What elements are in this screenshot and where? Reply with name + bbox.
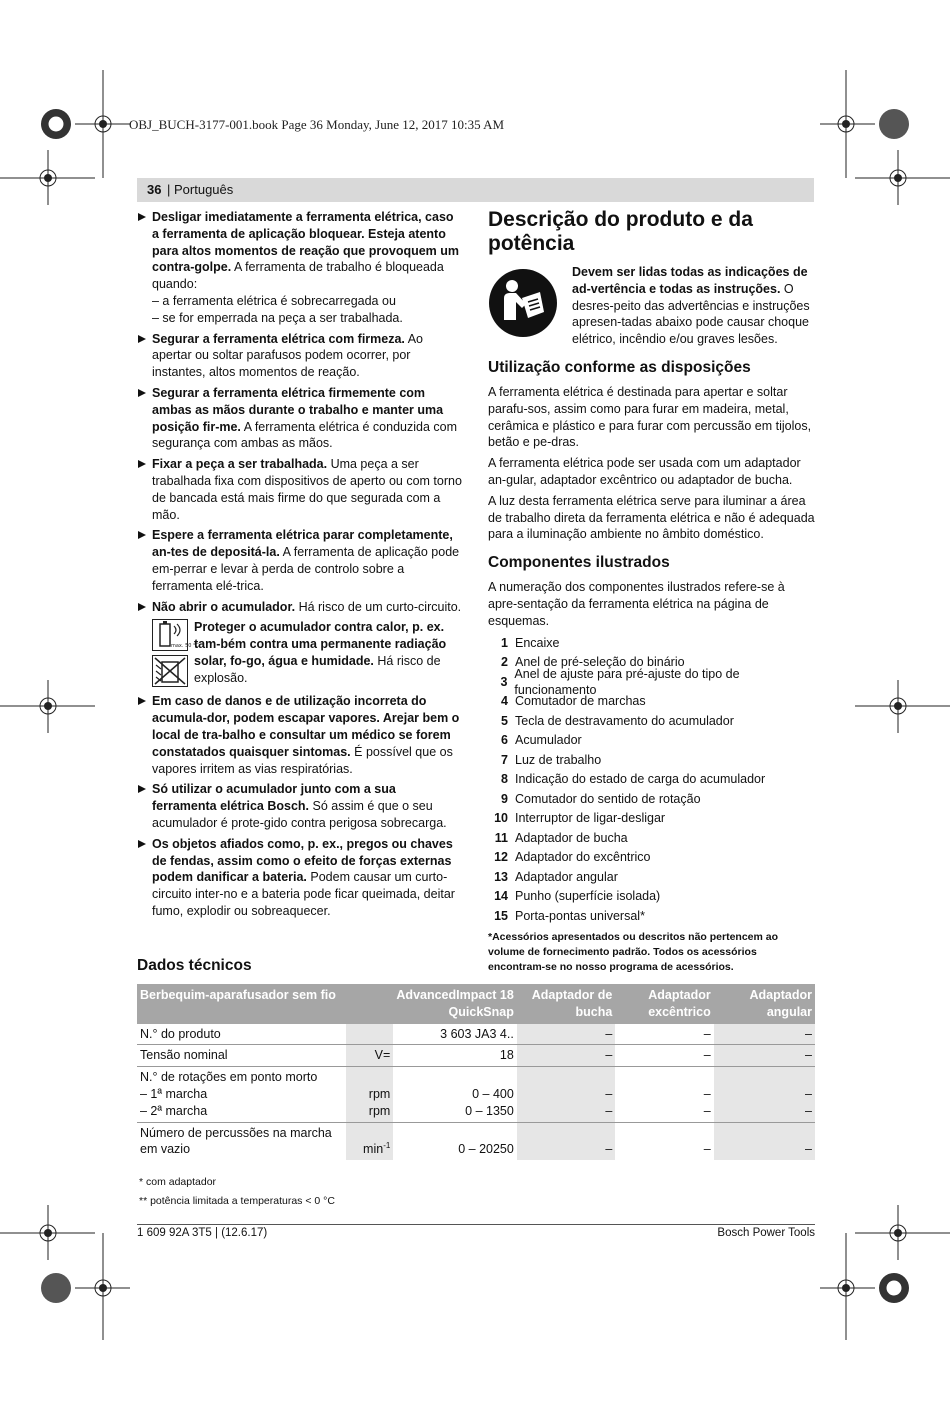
- table-footnote: * com adaptador: [139, 1176, 217, 1188]
- list-item: 2 Anel de pré-seleção do binário: [501, 655, 685, 670]
- warning-item: Espere a ferramenta elétrica parar completamente, an-tes de depositá-la. A ferramenta de aplicação pode em-perrar e levar à perda de controlo sobre a ferramenta elé-trica.: [137, 527, 462, 594]
- bullet-triangle-icon: [138, 531, 146, 539]
- table-footnote: ** potência limitada a temperaturas < 0 °C: [139, 1195, 335, 1207]
- list-item: 12 Adaptador do excêntrico: [494, 850, 651, 865]
- list-item: 10 Interruptor de ligar-desligar: [494, 811, 666, 826]
- warning-item: Não abrir o acumulador. Há risco de um curto-circuito.: [137, 599, 462, 616]
- usage-title: Utilização conforme as disposições: [488, 358, 751, 376]
- warning-item: Os objetos afiados como, p. ex., pregos ou chaves de fendas, assim como o efeito de forças externas podem danificar a bateria. Podem causar um curto-circuito inter-no e a bateria pode ficar queimada, deitar fumo, explodir ou sobreaquecer.: [137, 836, 462, 920]
- accessories-footnote: *Acessórios apresentados ou descritos não pertencem ao volume de fornecimento padrão. Todos os acessórios encontram-se no nosso programa de acessórios.: [488, 931, 779, 974]
- list-item: 9 Comutador do sentido de rotação: [501, 791, 701, 806]
- section-title: Descrição do produto e da potência: [488, 208, 753, 255]
- svg-text:max. 50 °C: max. 50 °C: [171, 643, 200, 650]
- usage-paragraph: A ferramenta elétrica é destinada para apertar e soltar parafu-sos, assim como para furar em madeira, metal, cerâmica e plástico e para furar com percussão em tijolos, betão e pe-dras.: [488, 384, 812, 450]
- warning-item: Segurar a ferramenta elétrica firmemente com ambas as mãos durante o trabalho e manter uma posição fir-me. A ferramenta elétrica é conduzida com segurança com ambas as mãos.: [137, 385, 462, 452]
- footer-brand: Bosch Power Tools: [717, 1227, 815, 1239]
- bullet-triangle-icon: [138, 460, 146, 468]
- table-row: N.° do produto 3 603 JA3 4.. – – –: [137, 1024, 815, 1045]
- list-item: 5 Tecla de destravamento do acumulador: [501, 713, 734, 728]
- warning-item: Em caso de danos e de utilização incorreta do acumula-dor, podem escapar vapores. Arejar bem o local de tra-balho e consultar um médico se forem constatados quaisquer sintomas. É possível que os vapores irritem as vias respiratórias.: [137, 693, 462, 777]
- list-item: 7 Luz de trabalho: [501, 752, 602, 767]
- bullet-triangle-icon: [138, 603, 146, 611]
- bullet-triangle-icon: [138, 213, 146, 221]
- water-warning-icon: [152, 655, 188, 687]
- warning-item: Desligar imediatamente a ferramenta elétrica, caso a ferramenta de aplicação bloquear. Esteja atento para altos momentos de reação que provoquem um contra-golpe. A ferramenta de trabalho é bloqueada quando: – a ferramenta elétrica é sobrecarregada ou – se for emperrada na peça a ser trabalhada.: [137, 209, 462, 327]
- table-row: Número de percussões na marcha em vazio $\min^{-1}$ 0 – 20250 – – –: [137, 1122, 815, 1161]
- tech-data-title: Dados técnicos: [137, 957, 252, 974]
- read-manual-icon: [488, 268, 558, 338]
- components-intro: A numeração dos componentes ilustrados refere-se à apre-sentação da ferramenta elétrica na página de esquemas.: [488, 580, 785, 628]
- bullet-triangle-icon: [138, 697, 146, 705]
- bullet-triangle-icon: [138, 389, 146, 397]
- footer-rule: [137, 1224, 815, 1225]
- list-item: 14 Punho (superfície isolada): [494, 889, 661, 904]
- left-column: [137, 209, 462, 924]
- components-title: Componentes ilustrados: [488, 554, 670, 572]
- bullet-triangle-icon: [138, 785, 146, 793]
- warning-item: Só utilizar o acumulador junto com a sua ferramenta elétrica Bosch. Só assim é que o seu acumulador é prote-gido contra perigosa sobrecarga.: [137, 781, 462, 831]
- header-language: Português: [174, 182, 234, 197]
- list-item: 3 Anel de ajuste para pré-ajuste do tipo de funcionamento: [500, 666, 740, 698]
- right-column: [488, 208, 816, 975]
- read-instructions-notice: Devem ser lidas todas as indicações de ad-vertência e todas as instruções. O desres-peito das advertências e instruções apresen-tadas abaixo pode causar choque elétrico, incêndio e/ou graves lesões.: [488, 264, 816, 348]
- table-row: N.° de rotações em ponto morto – 1ª marcha – 2ª marcha rpm rpm 0 – 400 0 – 1350 – – – – – –: [137, 1067, 815, 1122]
- heat-warning-icon: [152, 619, 200, 651]
- usage-paragraph: A luz desta ferramenta elétrica serve para iluminar a área de trabalho direta da ferramenta elétrica e não é adequada para a iluminação ambiente no âmbito doméstico.: [488, 493, 815, 542]
- footer-doc-id: 1 609 92A 3T5 | (12.6.17): [137, 1227, 268, 1239]
- list-item: 13 Adaptador angular: [494, 869, 618, 884]
- table-header-row: Berbequim-aparafusador sem fio AdvancedImpact 18 QuickSnap Adaptador de bucha Adaptador excêntrico Adaptador angular: [137, 984, 815, 1024]
- bullet-triangle-icon: [138, 840, 146, 848]
- table-row: Tensão nominal V= 18 – – –: [137, 1045, 815, 1067]
- list-item: 11 Adaptador de bucha: [494, 830, 628, 845]
- header-separator: |: [167, 182, 171, 197]
- file-slug: OBJ_BUCH-3177-001.book Page 36 Monday, June 12, 2017 10:35 AM: [129, 117, 505, 132]
- warning-item: Segurar a ferramenta elétrica com firmeza. Ao apertar ou soltar parafusos podem ocorrer, por instantes, altos momentos de reação.: [137, 331, 462, 381]
- heat-water-warning: max. 50 °C Proteger o acumulador contra calor, p. ex. tam-bém contra uma permanente radiação solar, fo-go, água e humidade. Há risco de explosão.: [137, 619, 462, 689]
- page-number: 36: [147, 182, 162, 197]
- components-list: [488, 634, 816, 927]
- tech-data-table: [137, 984, 815, 1161]
- bullet-triangle-icon: [138, 335, 146, 343]
- list-item: 6 Acumulador: [501, 733, 582, 748]
- list-item: 4 Comutador de marchas: [501, 694, 646, 709]
- list-item: 15 Porta-pontas universal*: [494, 908, 645, 923]
- usage-paragraph: A ferramenta elétrica pode ser usada com um adaptador an-gular, adaptador excêntrico ou adaptador de bucha.: [488, 456, 801, 487]
- page-header: [137, 178, 814, 202]
- list-item: 1 Encaixe: [501, 635, 560, 650]
- warning-item: Fixar a peça a ser trabalhada. Uma peça a ser trabalhada fixa com dispositivos de aperto ou com torno de bancada está mais firme do que segurada com a mão.: [137, 456, 462, 523]
- list-item: 8 Indicação do estado de carga do acumulador: [501, 772, 766, 787]
